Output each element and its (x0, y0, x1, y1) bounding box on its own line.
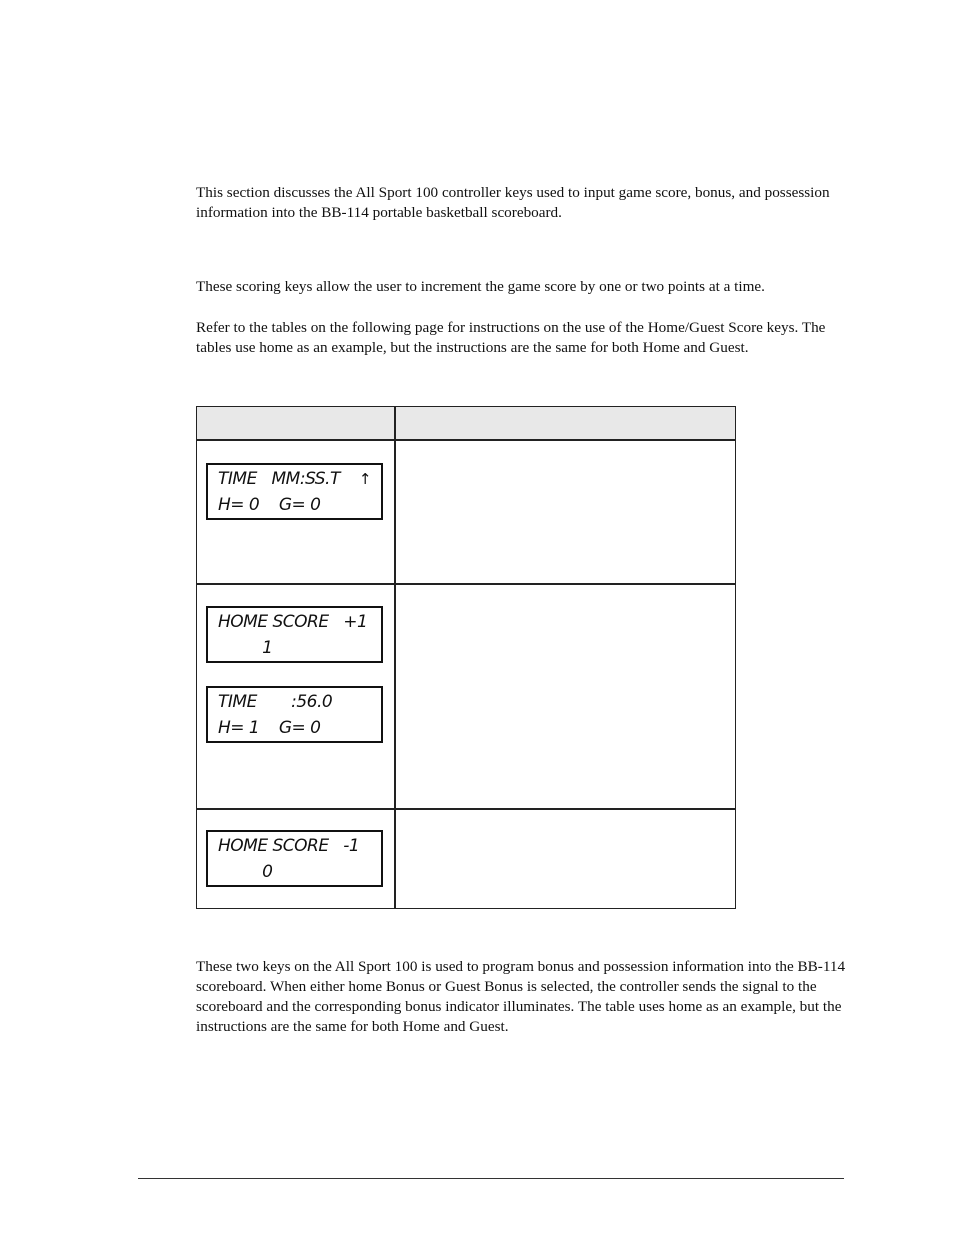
table-row-divider (197, 808, 735, 810)
table-row-divider (197, 583, 735, 585)
up-arrow-icon: ↑ (358, 470, 371, 488)
lcd-display-time-updated (206, 686, 383, 743)
lcd-line-2: H= 1 G= 0 (218, 718, 321, 738)
lcd-line-1: HOME SCORE +1 (218, 612, 368, 632)
lcd-line-1: TIME :56.0 (218, 692, 333, 712)
refer-tables-paragraph: Refer to the tables on the following page for instructions on the use of the Home/Guest Score keys. The tables use home as an example, but the instructions are the same for both Home and Guest. (196, 319, 826, 356)
lcd-display-home-score-plus (206, 606, 383, 663)
lcd-line-1: TIME MM:SS.T (218, 469, 340, 489)
table-header-row (197, 407, 735, 441)
footer-divider (138, 1178, 844, 1179)
intro-paragraph: This section discusses the All Sport 100 controller keys used to input game score, bonus, and possession information into the BB-114 portable basketball scoreboard. (196, 184, 830, 221)
lcd-line-2: 0 (218, 862, 273, 882)
lcd-line-1: HOME SCORE -1 (218, 836, 360, 856)
lcd-line-2: H= 0 G= 0 (218, 495, 321, 515)
table-column-divider (394, 407, 396, 908)
lcd-line-2: 1 (218, 638, 273, 658)
lcd-display-time (206, 463, 383, 520)
lcd-display-home-score-minus (206, 830, 383, 887)
scoring-keys-paragraph: These scoring keys allow the user to increment the game score by one or two points at a time. (196, 278, 765, 295)
bonus-keys-paragraph: These two keys on the All Sport 100 is used to program bonus and possession information into the BB-114 scoreboard. When either home Bonus or Guest Bonus is selected, the controller sends the signal to the scoreboard and the corresponding bonus indicator illuminates. The table uses home as an example, but the instructions are the same for both Home and Guest. (196, 958, 846, 1035)
